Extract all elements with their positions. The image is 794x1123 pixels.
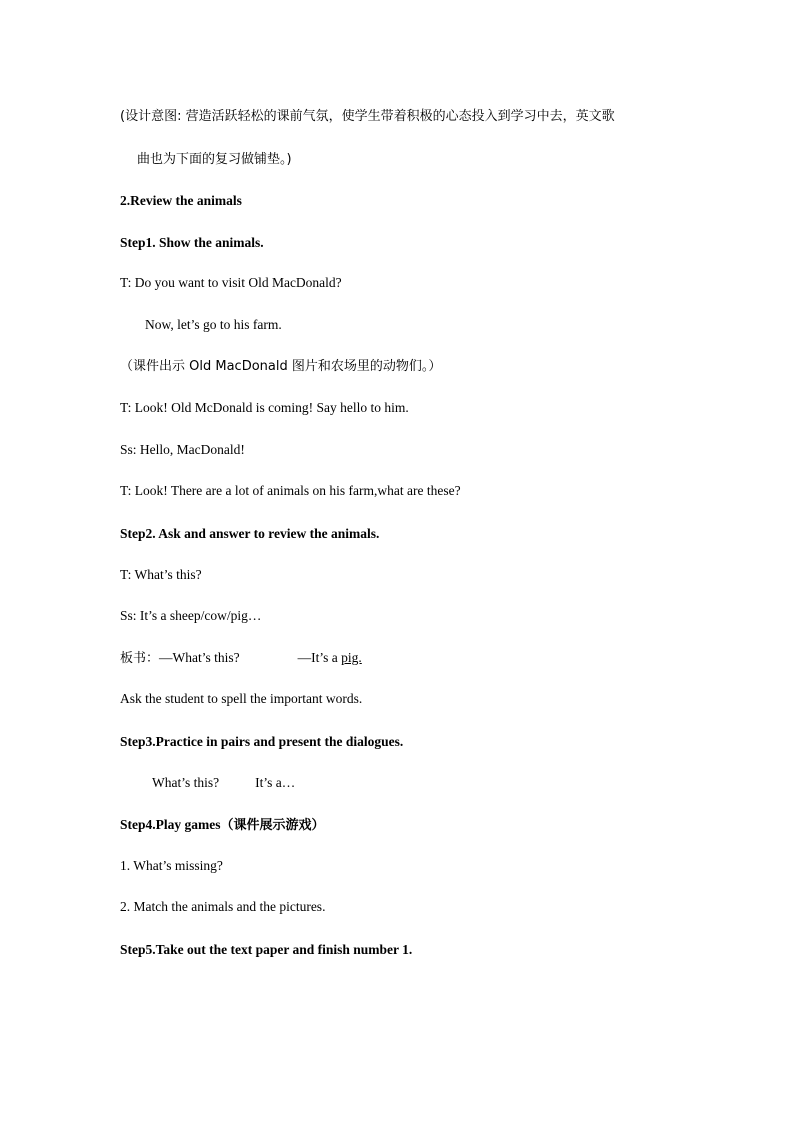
board-writing-question: —What’s this? bbox=[159, 650, 240, 665]
design-intent-text-1: (设计意图: 营造活跃轻松的课前气氛，使学生带着积极的心态投入到学习中去，英文歌 bbox=[120, 109, 615, 124]
step1-teacher-animals: T: Look! There are a lot of animals on his farm,what are these? bbox=[120, 483, 461, 498]
step4-title-line bbox=[120, 816, 325, 835]
board-writing-line bbox=[120, 649, 362, 668]
step3-title: Step3.Practice in pairs and present the dialogues. bbox=[120, 734, 404, 749]
spell-instruction: Ask the student to spell the important words. bbox=[120, 691, 363, 706]
step4-game-1: 1. What’s missing? bbox=[120, 858, 223, 873]
step4-game-2: 2. Match the animals and the pictures. bbox=[120, 899, 326, 914]
step3-question: What’s this? bbox=[152, 775, 220, 790]
step1-teacher-question: T: Do you want to visit Old MacDonald? bbox=[120, 275, 342, 290]
step1-title: Step1. Show the animals. bbox=[120, 235, 264, 250]
board-writing-label: 板书： bbox=[120, 651, 160, 666]
step2-title: Step2. Ask and answer to review the animals. bbox=[120, 526, 380, 541]
step1-courseware-note-text: （课件出示 Old MacDonald 图片和农场里的动物们。） bbox=[120, 359, 442, 374]
step1-students-hello: Ss: Hello, MacDonald! bbox=[120, 442, 245, 457]
step3-answer: It’s a… bbox=[255, 775, 296, 790]
board-writing-answer-word: pig. bbox=[341, 650, 362, 665]
step5-title: Step5.Take out the text paper and finish number 1. bbox=[120, 942, 413, 957]
step3-dialogue bbox=[152, 774, 295, 792]
step4-title-chinese: （课件展示游戏） bbox=[220, 818, 325, 833]
step2-teacher-question: T: What’s this? bbox=[120, 567, 202, 582]
design-intent-line-1 bbox=[120, 107, 615, 126]
step2-students-answer: Ss: It’s a sheep/cow/pig… bbox=[120, 608, 262, 623]
section-heading: 2.Review the animals bbox=[120, 193, 242, 208]
board-writing-answer-prefix: —It’s a bbox=[297, 650, 342, 665]
step4-title: Step4.Play games bbox=[120, 817, 221, 832]
step1-teacher-look: T: Look! Old McDonald is coming! Say hello to him. bbox=[120, 400, 409, 415]
step1-courseware-note bbox=[120, 357, 441, 376]
design-intent-line-2 bbox=[137, 150, 292, 169]
design-intent-text-2: 曲也为下面的复习做铺垫。) bbox=[137, 152, 292, 167]
step1-teacher-farm: Now, let’s go to his farm. bbox=[145, 317, 282, 332]
